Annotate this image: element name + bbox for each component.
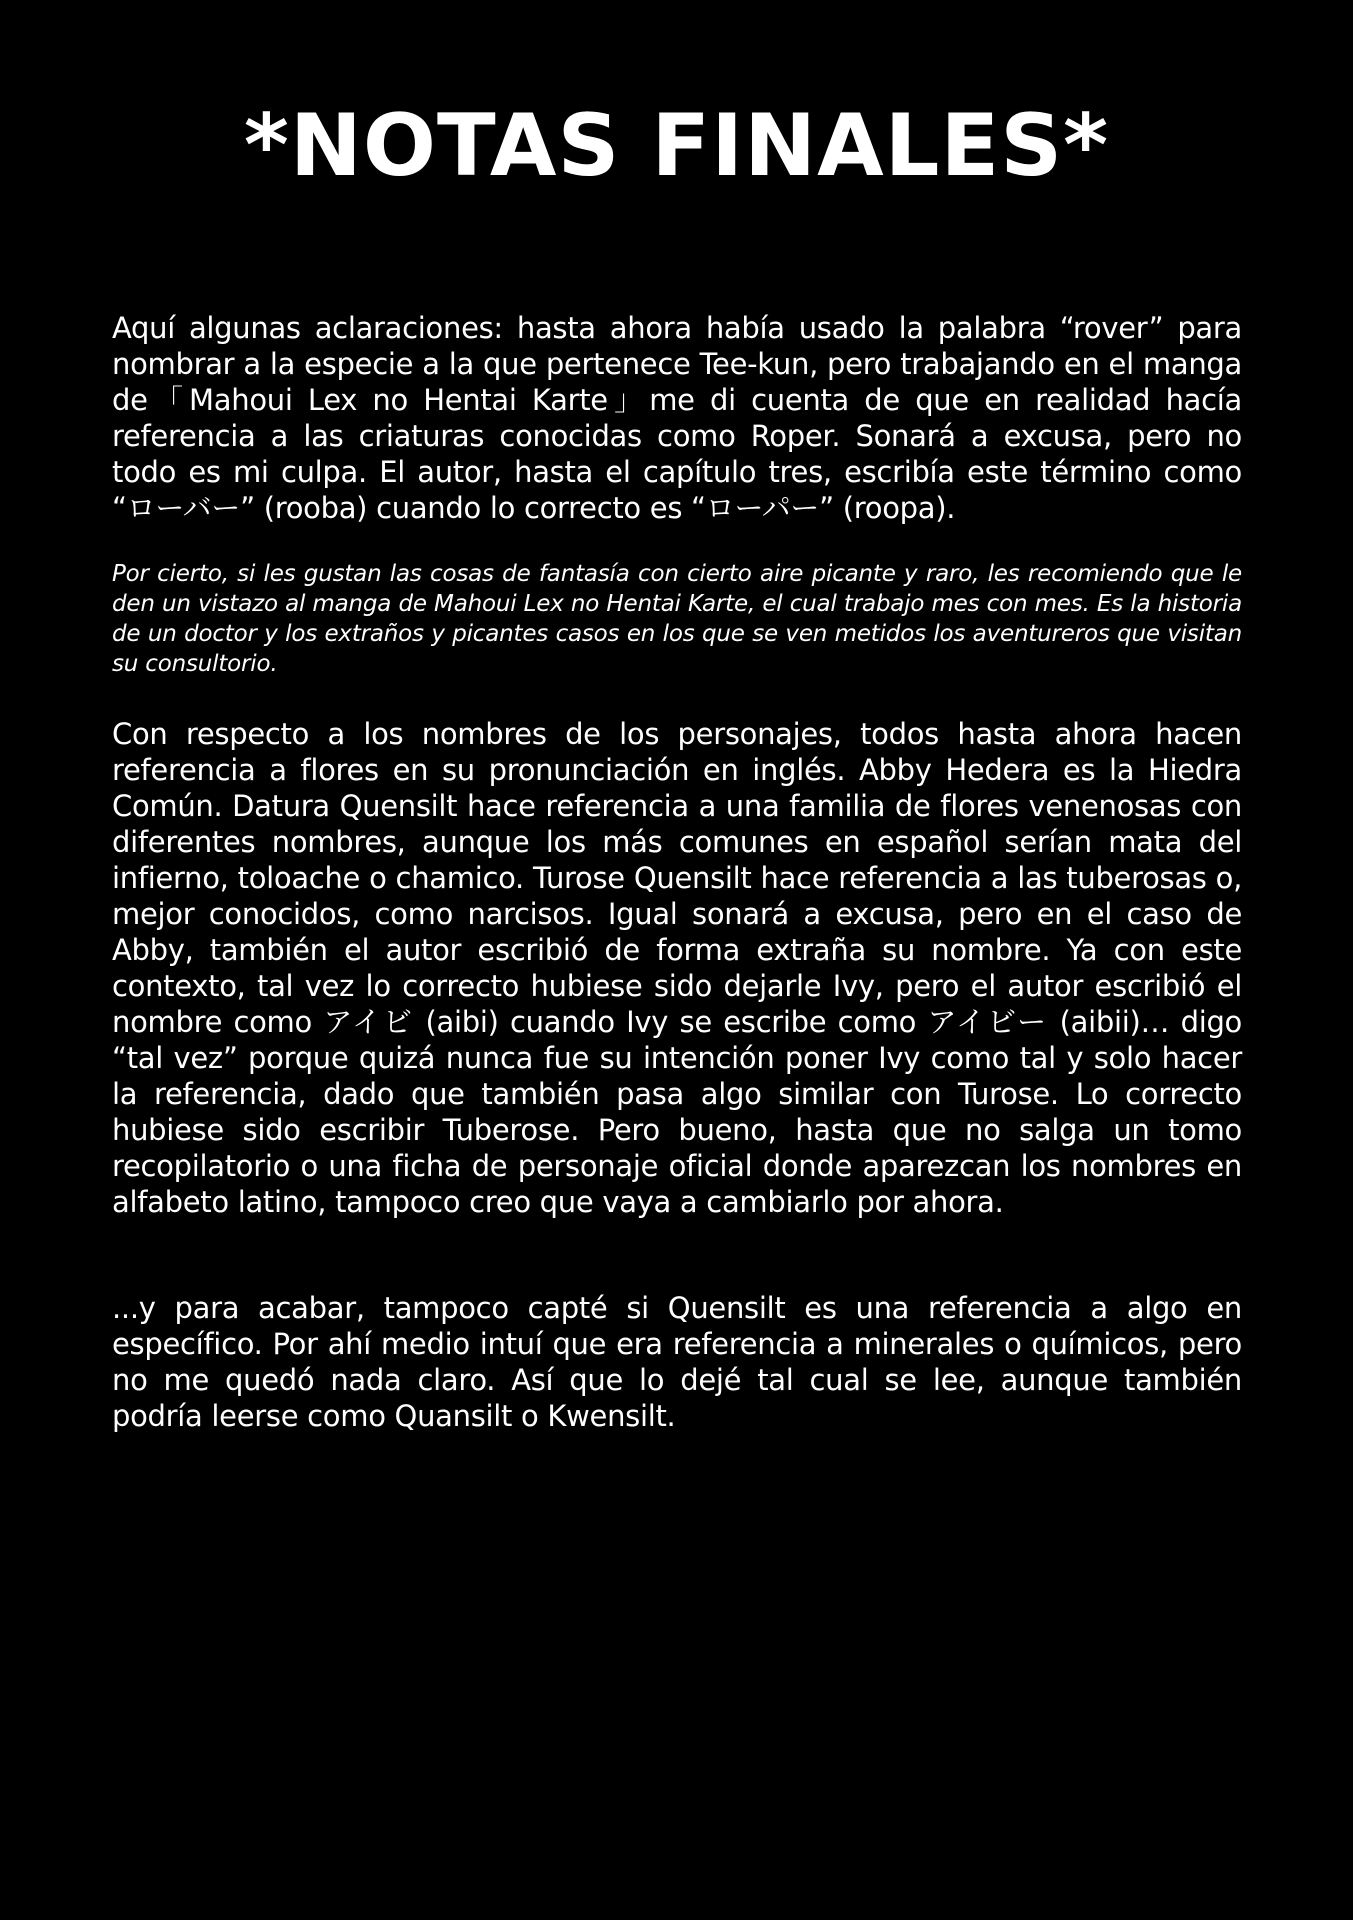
page-title: *NOTAS FINALES* [243,96,1110,196]
paragraph-clarifications: Aquí algunas aclaraciones: hasta ahora había usado la palabra “rover” para nombrar a la especie a la que pertenece Tee-kun, pero trabajando en el manga de「Mahoui Lex no Hentai Karte」me di cuenta de que en realidad hacía referencia a las criaturas conocidas como Roper. Sonará a excusa, pero no todo es mi culpa. El autor, hasta el capítulo tres, escribía este término como “ローバー” (rooba) cuando lo correcto es “ローパー” (roopa). [112,311,1242,525]
paragraph-recommendation: Por cierto, si les gustan las cosas de fantasía con cierto aire picante y raro, les recomiendo que le den un vistazo al manga de Mahoui Lex no Hentai Karte, el cual trabajo mes con mes. Es la historia de un doctor y los extraños y picantes casos en los que se ven metidos los aventureros que visitan su consultorio. [112,561,1242,677]
paragraph-character-names: Con respecto a los nombres de los personajes, todos hasta ahora hacen referencia a flores en su pronunciación en inglés. Abby Hedera es la Hiedra Común. Datura Quensilt hace referencia a una familia de flores venenosas con diferentes nombres, aunque los más comunes en español serían mata del infierno, toloache o chamico. Turose Quensilt hace referencia a las tuberosas o, mejor conocidos, como narcisos. Igual sonará a excusa, pero en el caso de Abby, también el autor escribió de forma extraña su nombre. Ya con este contexto, tal vez lo correcto hubiese sido dejarle Ivy, pero el autor escribió el nombre como アイビ (aibi) cuando Ivy se escribe como アイビー (aibii)… digo “tal vez” porque quizá nunca fue su intención poner Ivy como tal y solo hacer la referencia, dado que también pasa algo similar con Turose. Lo correcto hubiese sido escribir Tuberose. Pero bueno, hasta que no salga un tomo recopilatorio o una ficha de personaje oficial donde aparezcan los nombres en alfabeto latino, tampoco creo que vaya a cambiarlo por ahora. [112,717,1242,1219]
paragraph-closing: ...y para acabar, tampoco capté si Quensilt es una referencia a algo en específico. Por ahí medio intuí que era referencia a minerales o químicos, pero no me quedó nada claro. Así que lo dejé tal cual se lee, aunque también podría leerse como Quansilt o Kwensilt. [112,1291,1242,1433]
